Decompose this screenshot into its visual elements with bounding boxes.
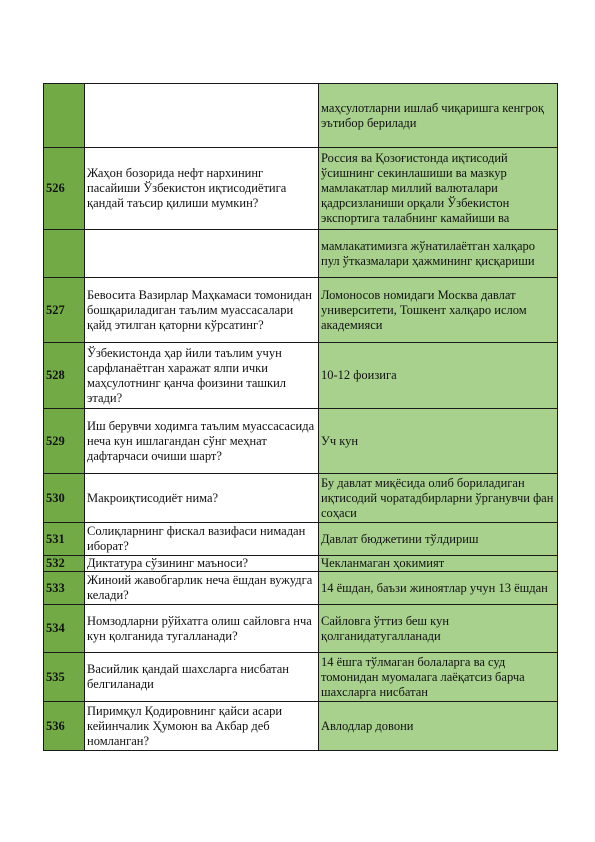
answer-cell: 14 ёшдан, баъзи жиноятлар учун 13 ёшдан [319, 572, 558, 605]
row-number: 530 [44, 474, 85, 523]
table-row [44, 474, 558, 523]
table-row [44, 653, 558, 702]
row-number: 531 [44, 523, 85, 556]
row-number: 533 [44, 572, 85, 605]
row-number: 535 [44, 653, 85, 702]
answer-cell: Бу давлат миқёсида олиб бориладиган иқтисодий чоратадбирларни ўрганувчи фан соҳаси [319, 474, 558, 523]
question-cell: Номзодларни рўйхатга олиш сайловга нча кун қолганида тугалланади? [85, 605, 319, 653]
question-cell: Иш берувчи ходимга таълим муассасасида неча кун ишлагандан сўнг меҳнат дафтарчаси очиши шарт? [85, 409, 319, 474]
answer-cell: мамлакатимизга жўнатилаётган халқаро пул ўтказмалари ҳажмининг қисқариши [319, 230, 558, 278]
row-number: 528 [44, 343, 85, 409]
question-cell: Жиноий жавобгарлик неча ёшдан вужудга келади? [85, 572, 319, 605]
answer-cell: Давлат бюджетини тўлдириш [319, 523, 558, 556]
question-cell [85, 84, 319, 148]
question-cell: Жаҳон бозорида нефт нархининг пасайиши Ўзбекистон иқтисодиётига қандай таъсир қилиши мумкин? [85, 148, 319, 230]
table-row [44, 230, 558, 278]
table-row [44, 84, 558, 148]
answer-cell: Уч кун [319, 409, 558, 474]
question-cell: Бевосита Вазирлар Маҳкамаси томонидан бошқариладиган таълим муассасалари қайд этилган қаторни кўрсатинг? [85, 278, 319, 343]
table-row [44, 702, 558, 751]
table-row [44, 278, 558, 343]
question-cell: Макроиқтисодиёт нима? [85, 474, 319, 523]
answer-cell: маҳсулотларни ишлаб чиқаришга кенгроқ эътибор берилади [319, 84, 558, 148]
row-number: 529 [44, 409, 85, 474]
table-row [44, 343, 558, 409]
question-cell: Васийлик қандай шахсларга нисбатан белгиланади [85, 653, 319, 702]
row-number: 526 [44, 148, 85, 230]
table-row [44, 556, 558, 572]
table-row [44, 605, 558, 653]
answer-cell: Авлодлар довони [319, 702, 558, 751]
row-number [44, 84, 85, 148]
question-cell: Солиқларнинг фискал вазифаси нимадан иборат? [85, 523, 319, 556]
answer-cell: 10-12 фоизига [319, 343, 558, 409]
table-row [44, 572, 558, 605]
row-number [44, 230, 85, 278]
table-row [44, 523, 558, 556]
question-cell: Пиримқул Қодировнинг қайси асари кейинчалик Ҳумоюн ва Акбар деб номланган? [85, 702, 319, 751]
table-row [44, 409, 558, 474]
question-cell [85, 230, 319, 278]
answer-cell: Ломоносов номидаги Москва давлат университети, Тошкент халқаро ислом академияси [319, 278, 558, 343]
row-number: 534 [44, 605, 85, 653]
question-cell: Ўзбекистонда ҳар йили таълим учун сарфланаётган харажат ялпи ички маҳсулотнинг қанча фоизини ташкил этади? [85, 343, 319, 409]
row-number: 532 [44, 556, 85, 572]
answer-cell: Россия ва Қозоғистонда иқтисодий ўсишнинг секинлашиши ва мазкур мамлакатлар миллий валюталари қадрсизланиши орқали Ўзбекистон экспортига талабнинг камайиши ва [319, 148, 558, 230]
table-row [44, 148, 558, 230]
answer-cell: Сайловга ўттиз беш кун қолганидатугалланади [319, 605, 558, 653]
answer-cell: Чекланмаган ҳокимият [319, 556, 558, 572]
qa-table [43, 83, 558, 751]
row-number: 527 [44, 278, 85, 343]
answer-cell: 14 ёшга тўлмаган болаларга ва суд томонидан муомалага лаёқатсиз барча шахсларга нисбатан [319, 653, 558, 702]
row-number: 536 [44, 702, 85, 751]
question-cell: Диктатура сўзининг маъноси? [85, 556, 319, 572]
